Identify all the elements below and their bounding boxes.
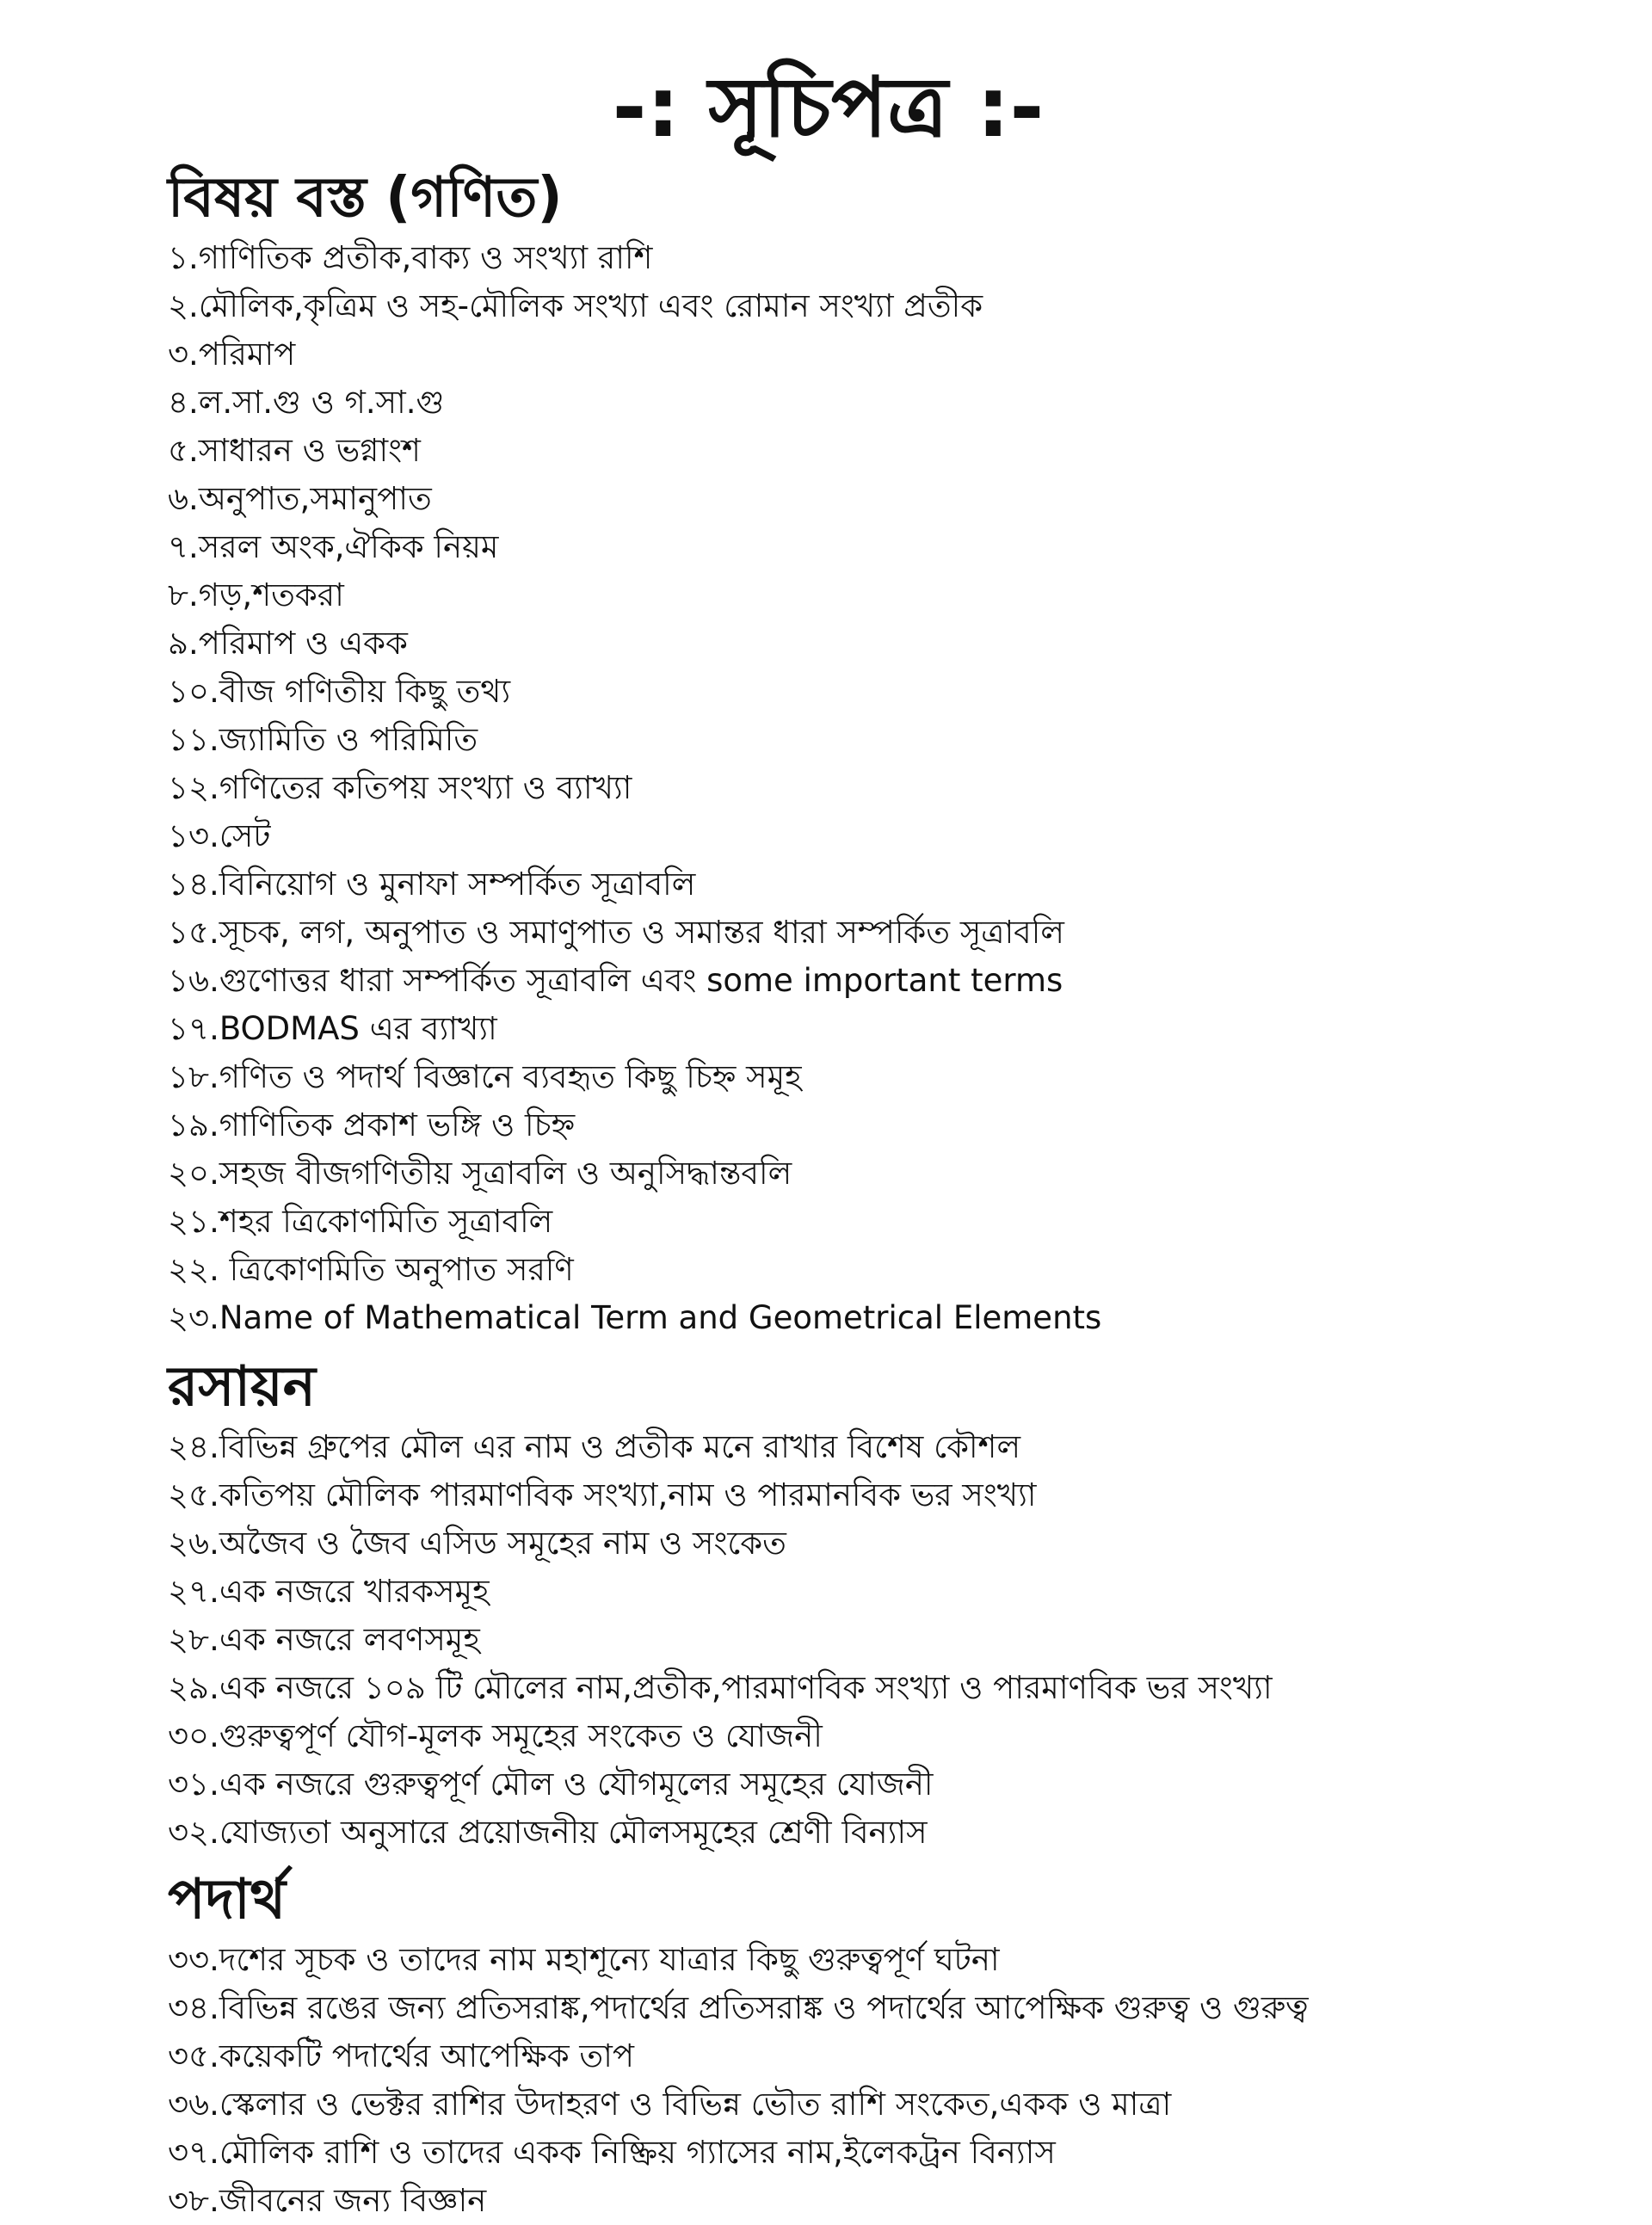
toc-item: ৩৬.স্কেলার ও ভেক্টর রাশির উদাহরণ ও বিভিন্ন ভৌত রাশি সংকেত,একক ও মাত্রা [168, 2086, 1172, 2123]
toc-item: ৩৪.বিভিন্ন রঙের জন্য প্রতিসরাঙ্ক,পদার্থের প্রতিসরাঙ্ক ও পদার্থের আপেক্ষিক গুরুত্ব ও গুরুত্ব [168, 1989, 1309, 2026]
toc-item: ১৩.সেট [168, 817, 271, 854]
toc-item: ২০.সহজ বীজগণিতীয় সূত্রাবলি ও অনুসিদ্ধান্তবলি [168, 1155, 792, 1192]
toc-item: ৩৩.দশের সূচক ও তাদের নাম মহাশূন্যে যাত্রার কিছু গুরুত্বপূর্ণ ঘটনা [168, 1941, 1000, 1978]
toc-list-physics [168, 1936, 1596, 2225]
toc-item: ৩৭.মৌলিক রাশি ও তাদের একক নিষ্ক্রিয় গ্যাসের নাম,ইলেকট্রন বিন্যাস [168, 2134, 1056, 2171]
toc-item: ৩২.যোজ্যতা অনুসারে প্রয়োজনীয় মৌলসমূহের শ্রেণী বিন্যাস [168, 1814, 928, 1851]
section-math [168, 162, 1596, 1342]
toc-item: ১৮.গণিত ও পদার্থ বিজ্ঞানে ব্যবহৃত কিছু চিহ্ন সমূহ [168, 1058, 802, 1095]
toc-item: ৩৫.কয়েকটি পদার্থের আপেক্ষিক তাপ [168, 2037, 634, 2074]
toc-item: ৩.পরিমাপ [168, 336, 296, 373]
toc-item: ২৫.কতিপয় মৌলিক পারমাণবিক সংখ্যা,নাম ও পারমানবিক ভর সংখ্যা [168, 1476, 1037, 1513]
toc-item: ৩৮.জীবনের জন্য বিজ্ঞান [168, 2182, 487, 2219]
toc-item: ৯.পরিমাপ ও একক [168, 625, 408, 662]
toc-item: ১২.গণিতের কতিপয় সংখ্যা ও ব্যাখ্যা [168, 769, 632, 806]
toc-item: ২৪.বিভিন্ন গ্রুপের মৌল এর নাম ও প্রতীক মনে রাখার বিশেষ কৌশল [168, 1428, 1021, 1465]
toc-item: ৮.গড়,শতকরা [168, 576, 344, 613]
toc-item: ৬.অনুপাত,সমানুপাত [168, 480, 432, 517]
section-physics [168, 1864, 1596, 2225]
section-chemistry [168, 1351, 1596, 1857]
toc-item: ২৬.অজৈব ও জৈব এসিড সমূহের নাম ও সংকেত [168, 1525, 786, 1562]
toc-item: ২৮.এক নজরে লবণসমূহ [168, 1621, 480, 1658]
toc-item: ১১.জ্যামিতি ও পরিমিতি [168, 721, 478, 758]
toc-item: ১০.বীজ গণিতীয় কিছু তথ্য [168, 673, 511, 710]
toc-item: ৩০.গুরুত্বপূর্ণ যৌগ-মূলক সমূহের সংকেত ও যোজনী [168, 1717, 823, 1754]
toc-item: ৫.সাধারন ও ভগ্নাংশ [168, 432, 421, 469]
section-heading-math: বিষয় বস্ত (গণিত) [168, 166, 563, 230]
toc-item: ৪.ল.সা.গু ও গ.সা.গু [168, 384, 445, 421]
toc-item: ২৯.এক নজরে ১০৯ টি মৌলের নাম,প্রতীক,পারমাণবিক সংখ্যা ও পারমাণবিক ভর সংখ্যা [168, 1669, 1273, 1706]
section-heading-chemistry: রসায়ন [168, 1355, 316, 1419]
toc-item: ৩১.এক নজরে গুরুত্বপূর্ণ মৌল ও যৌগমূলের সমূহের যোজনী [168, 1766, 934, 1803]
toc-item: ৭.সরল অংক,ঐকিক নিয়ম [168, 528, 499, 565]
section-heading-physics: পদার্থ [168, 1868, 287, 1932]
page-title: -: সূচিপত্র :- [612, 59, 1045, 156]
toc-item: ১৬.গুণোত্তর ধারা সম্পর্কিত সূত্রাবলি এবং some important terms [168, 962, 1063, 999]
toc-item: ২.মৌলিক,কৃত্রিম ও সহ-মৌলিক সংখ্যা এবং রোমান সংখ্যা প্রতীক [168, 287, 983, 324]
toc-list-math [168, 234, 1596, 1342]
toc-list-chemistry [168, 1423, 1596, 1857]
toc-item: ২২. ত্রিকোণমিতি অনুপাত সরণি [168, 1251, 574, 1288]
toc-item: ১৭.BODMAS এর ব্যাখ্যা [168, 1010, 497, 1047]
toc-item: ২১.শহর ত্রিকোণমিতি সূত্রাবলি [168, 1203, 553, 1240]
toc-item: ১৫.সূচক, লগ, অনুপাত ও সমাণুপাত ও সমান্তর ধারা সম্পর্কিত সূত্রাবলি [168, 914, 1064, 951]
toc-item: ২৩.Name of Mathematical Term and Geometrical Elements [168, 1299, 1102, 1336]
toc-item: ১৪.বিনিয়োগ ও মুনাফা সম্পর্কিত সূত্রাবলি [168, 866, 696, 903]
toc-item: ২৭.এক নজরে খারকসমূহ [168, 1573, 490, 1610]
toc-item: ১.গাণিতিক প্রতীক,বাক্য ও সংখ্যা রাশি [168, 239, 653, 276]
toc-item: ১৯.গাণিতিক প্রকাশ ভঙ্গি ও চিহ্ন [168, 1106, 576, 1143]
